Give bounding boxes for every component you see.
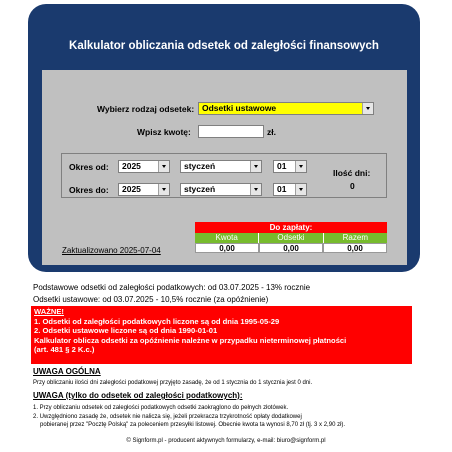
important-line-4: (art. 481 § 2 K.c.) <box>34 345 95 355</box>
amount-label: Wpisz kwotę: <box>137 127 191 137</box>
days-count-value: 0 <box>350 181 355 191</box>
chevron-down-icon <box>158 184 169 195</box>
result-col-amount: Kwota <box>195 233 259 243</box>
tax-note-line-3: pobieranej przez "Pocztę Polską" za poleceniem przesyłki listowej. Obecnie kwota ta wynosi 8,70 zł (tj. 3 x 2,90 zł). <box>40 422 346 428</box>
result-amount-value: 0,00 <box>195 243 259 253</box>
from-year-select[interactable]: 2025 <box>118 160 170 173</box>
updated-date: Zaktualizowano 2025-07-04 <box>62 246 161 255</box>
result-header: Do zapłaty: <box>195 222 387 233</box>
chevron-down-icon <box>158 161 169 172</box>
statutory-interest-rate: Odsetki ustawowe: od 03.07.2025 - 10,5% rocznie (za opóźnienie) <box>33 295 269 304</box>
amount-input[interactable] <box>198 125 264 138</box>
chevron-down-icon <box>295 161 306 172</box>
important-notice <box>31 306 412 364</box>
period-to-label: Okres do: <box>69 185 109 195</box>
important-line-2: 2. Odsetki ustawowe liczone są od dnia 1990-01-01 <box>34 326 218 336</box>
to-month-select[interactable]: styczeń <box>180 183 262 196</box>
important-heading: WAŻNE! <box>34 307 64 316</box>
chevron-down-icon <box>295 184 306 195</box>
result-total-value: 0,00 <box>323 243 387 253</box>
tax-note-line-2: 2. Uwzględniono zasadę że, odsetek nie nalicza się, jeżeli przekracza trzykrotność opłaty dodatkowej <box>33 414 302 420</box>
interest-type-label: Wybierz rodzaj odsetek: <box>97 104 195 114</box>
tax-note-heading: UWAGA (tylko do odsetek od zaległości podatkowych): <box>33 391 243 400</box>
result-table <box>195 222 387 253</box>
period-from-label: Okres od: <box>69 162 109 172</box>
tax-interest-rate: Podstawowe odsetki od zaległości podatkowych: od 03.07.2025 - 13% rocznie <box>33 283 311 292</box>
to-day-select[interactable]: 01 <box>273 183 307 196</box>
chevron-down-icon <box>362 103 373 114</box>
from-month-select[interactable]: styczeń <box>180 160 262 173</box>
from-day-select[interactable]: 01 <box>273 160 307 173</box>
general-note-text: Przy obliczaniu ilości dni zaległości podatkowej przyjęto zasadę, że od 1 stycznia do 1 stycznia jest 0 dni. <box>33 380 313 386</box>
important-line-3: Kalkulator oblicza odsetki za opóźnienie należne w przypadku nieterminowej płatności <box>34 335 347 345</box>
result-interest-value: 0,00 <box>259 243 323 253</box>
interest-type-select[interactable]: Odsetki ustawowe <box>198 102 374 115</box>
footer-credits: © Signform.pl - producent aktywnych formularzy, e-mail: biuro@signform.pl <box>126 438 326 444</box>
general-note-heading: UWAGA OGÓLNA <box>33 367 101 376</box>
chevron-down-icon <box>250 184 261 195</box>
tax-note-line-1: 1. Przy obliczaniu odsetek od zaległości podatkowych odsetki zaokrąglono do pełnych złotówek. <box>33 405 289 411</box>
to-year-select[interactable]: 2025 <box>118 183 170 196</box>
important-line-1: 1. Odsetki od zaległości podatkowych liczone są od dnia 1995-05-29 <box>34 316 280 326</box>
result-col-interest: Odsetki <box>259 233 323 243</box>
currency-label: zł. <box>267 127 276 137</box>
page-title: Kalkulator obliczania odsetek od zaległości finansowych <box>69 40 379 52</box>
result-col-total: Razem <box>324 233 387 243</box>
days-count-label: Ilość dni: <box>333 168 371 178</box>
chevron-down-icon <box>250 161 261 172</box>
